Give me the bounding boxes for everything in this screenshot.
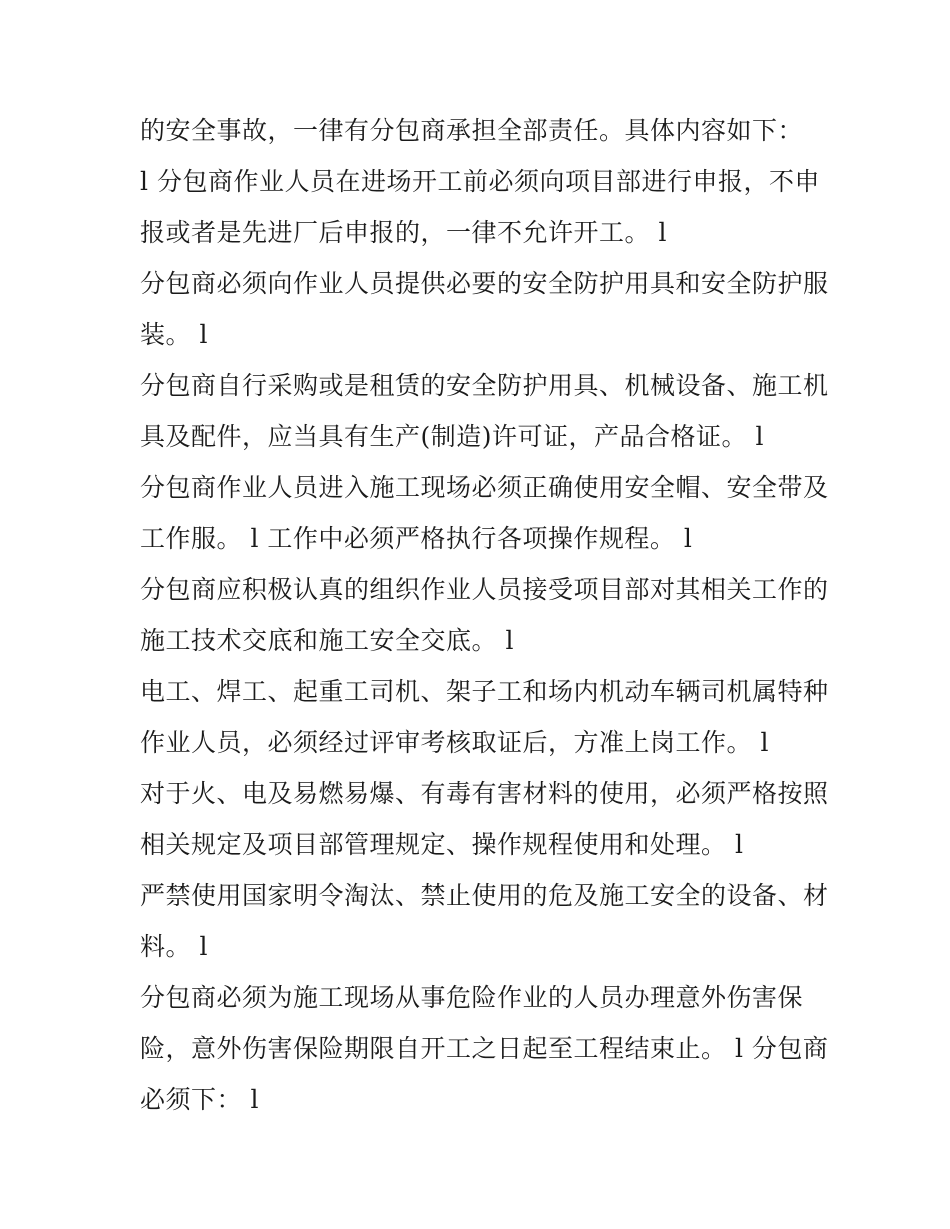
text-line: 料。 l [140,932,208,961]
text-line: l 分包商作业人员在进场开工前必须向项目部进行申报，不申 [140,167,820,196]
text-line: 分包商应积极认真的组织作业人员接受项目部对其相关工作的 [140,575,829,604]
text-line: 严禁使用国家明令淘汰、禁止使用的危及施工安全的设备、材 [140,881,829,910]
text-line: 工作服。 l 工作中必须严格执行各项操作规程。 l [140,524,693,553]
text-line: 分包商自行采购或是租赁的安全防护用具、机械设备、施工机 [140,371,829,400]
text-line: 分包商作业人员进入施工现场必须正确使用安全帽、安全带及 [140,473,829,502]
text-line: 装。 l [140,320,208,349]
text-line: 对于火、电及易燃易爆、有毒有害材料的使用，必须严格按照 [140,779,829,808]
text-line: 作业人员，必须经过评审考核取证后，方准上岗工作。 l [140,728,769,757]
text-line: 电工、焊工、起重工司机、架子工和场内机动车辆司机属特种 [140,677,829,706]
text-line: 险，意外伤害保险期限自开工之日起至工程结束止。 l 分包商 [140,1034,829,1063]
text-line: 具及配件，应当具有生产(制造)许可证，产品合格证。 l [140,422,764,451]
text-line: 必须下： l [140,1085,259,1114]
text-line: 相关规定及项目部管理规定、操作规程使用和处理。 l [140,830,744,859]
text-line: 的安全事故，一律有分包商承担全部责任。具体内容如下： [140,116,804,145]
document-body [140,105,829,1125]
text-line: 施工技术交底和施工安全交底。 l [140,626,514,655]
text-line: 分包商必须向作业人员提供必要的安全防护用具和安全防护服 [140,269,829,298]
text-line: 分包商必须为施工现场从事危险作业的人员办理意外伤害保 [140,983,804,1012]
text-line: 报或者是先进厂后申报的，一律不允许开工。 l [140,218,667,247]
